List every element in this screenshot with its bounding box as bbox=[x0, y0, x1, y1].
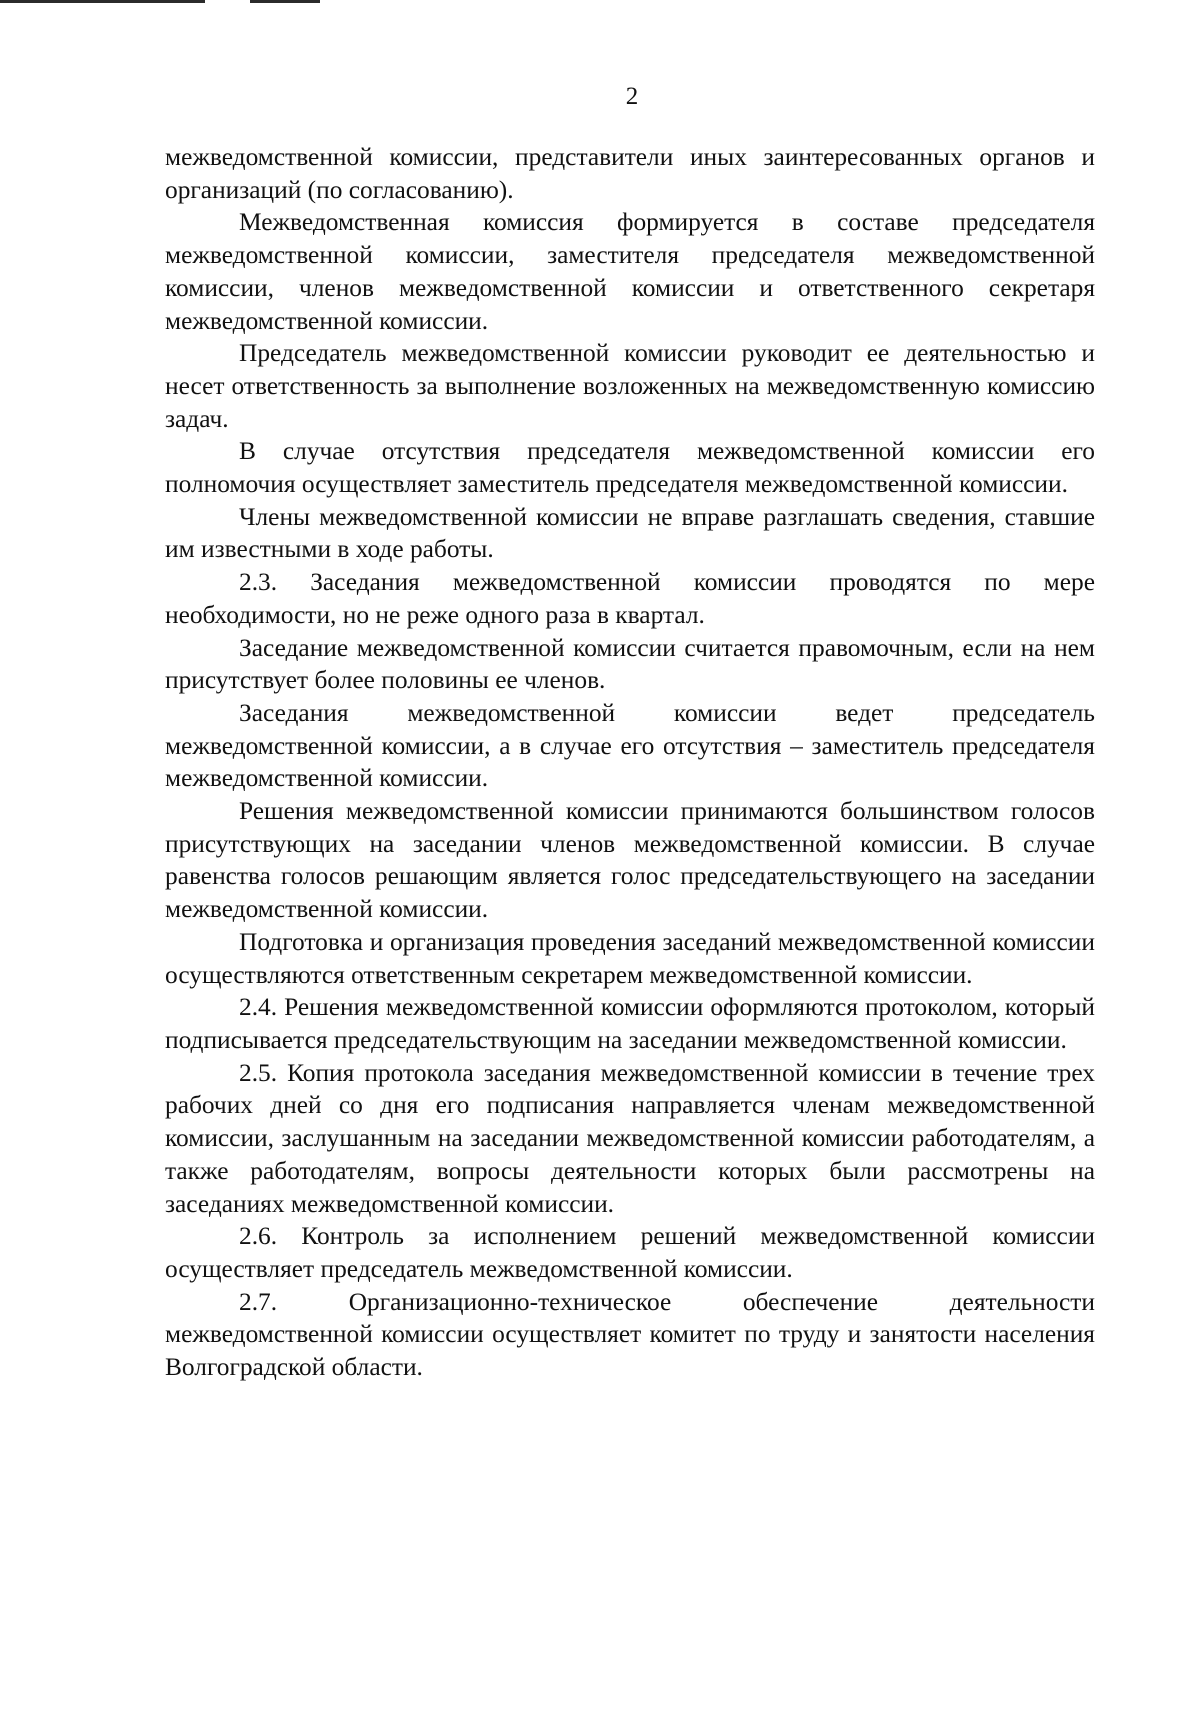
document-body bbox=[165, 141, 1095, 1384]
paragraph: Члены межведомственной комиссии не вправе разглашать сведения, ставшие им известными в ходе работы. bbox=[165, 502, 1095, 564]
paragraph: Решения межведомственной комиссии принимаются большинством голосов присутствующих на заседании членов межведомственной комиссии. В случае равенства голосов решающим является голос председательствующего на заседании межведомственной комиссии. bbox=[165, 797, 1095, 924]
paragraph: 2.4. Решения межведомственной комиссии оформляются протоколом, который подписывается председательствующим на заседании межведомственной комиссии. bbox=[165, 993, 1095, 1054]
paragraph: Председатель межведомственной комиссии руководит ее деятельностью и несет ответственность за выполнение возложенных на межведомственную комиссию задач. bbox=[165, 339, 1095, 433]
paragraph-continuation: межведомственной комиссии, представители иных заинтересованных органов и организаций (по согласованию). bbox=[165, 143, 1095, 204]
paragraph: Заседание межведомственной комиссии считается правомочным, если на нем присутствует более половины ее членов. bbox=[165, 633, 1095, 695]
paragraph: 2.3. Заседания межведомственной комиссии проводятся по мере необходимости, но не реже одного раза в квартал. bbox=[165, 568, 1095, 629]
page-number: 2 bbox=[625, 83, 639, 110]
scan-edge-mark bbox=[250, 0, 320, 3]
paragraph: В случае отсутствия председателя межведомственной комиссии его полномочия осуществляет заместитель председателя межведомственной комиссии. bbox=[165, 437, 1095, 499]
paragraph: 2.5. Копия протокола заседания межведомственной комиссии в течение трех рабочих дней со дня его подписания направляется членам межведомственной комиссии, заслушанным на заседании межведомственной комиссии работодателям, а также работодателям, вопросы деятельности которых были рассмотрены на заседаниях межведомственной комиссии. bbox=[165, 1058, 1095, 1218]
paragraph: Межведомственная комиссия формируется в составе председателя межведомственной комиссии, заместителя председателя межведомственной комиссии, членов межведомственной комиссии и ответственного секретаря межведомственной комиссии. bbox=[165, 208, 1095, 335]
paragraph: 2.6. Контроль за исполнением решений межведомственной комиссии осуществляет председатель межведомственной комиссии. bbox=[165, 1222, 1095, 1283]
paragraph: 2.7. Организационно-техническое обеспечение деятельности межведомственной комиссии осуществляет комитет по труду и занятости населения Волгоградской области. bbox=[165, 1287, 1095, 1382]
paragraph: Подготовка и организация проведения заседаний межведомственной комиссии осуществляются ответственным секретарем межведомственной комиссии. bbox=[165, 927, 1095, 989]
paragraph: Заседания межведомственной комиссии ведет председатель межведомственной комиссии, а в случае его отсутствия – заместитель председателя межведомственной комиссии. bbox=[165, 698, 1095, 793]
scan-edge-mark bbox=[0, 0, 205, 3]
